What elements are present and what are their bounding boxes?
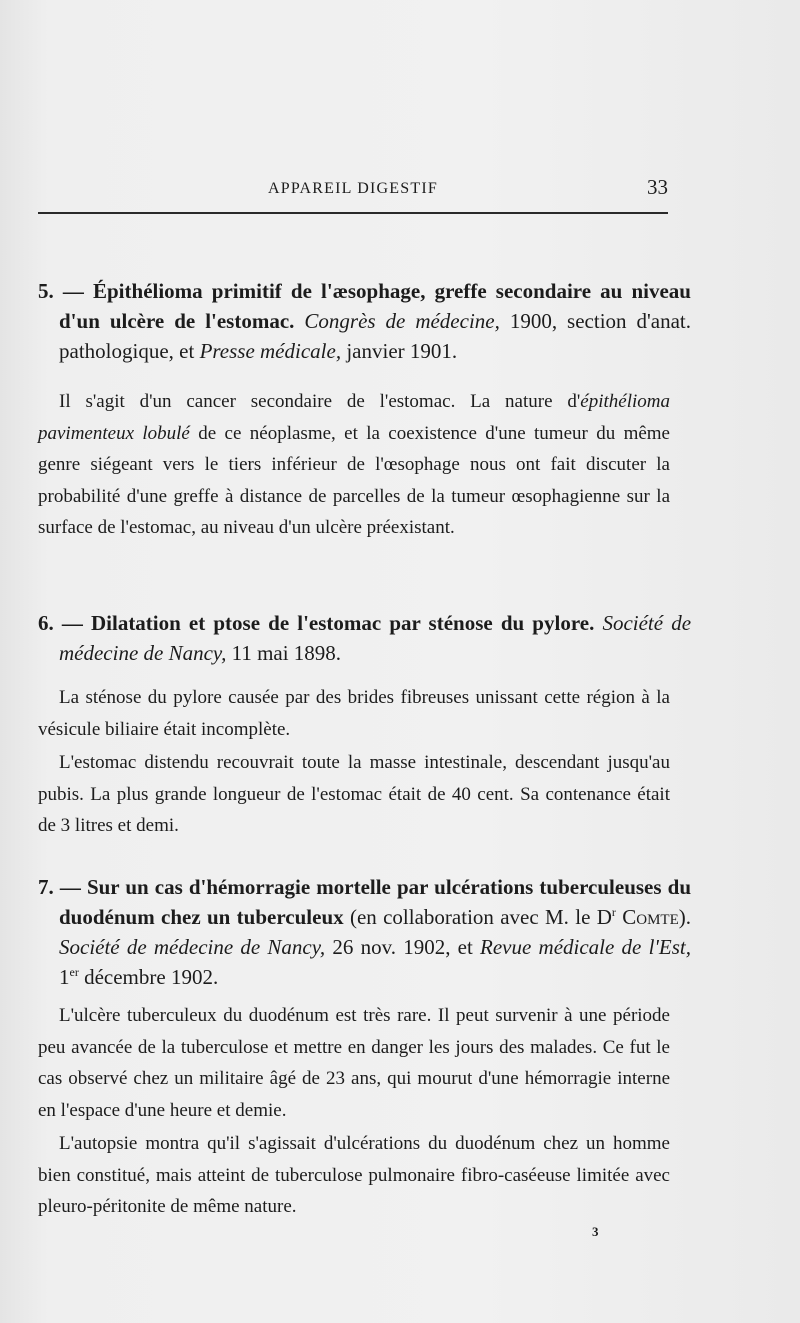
entry-7-journal-2: Revue médicale de l'Est,	[480, 935, 691, 959]
entry-5-journal-1: Congrès de médecine,	[304, 309, 500, 333]
entry-6-paragraph-1: La sténose du pylore causée par des brides fibreuses unissant cette région à la vésicule biliaire était incomplète.	[38, 687, 670, 740]
running-title: APPAREIL DIGESTIF	[268, 180, 438, 197]
entry-6-paragraph-2: L'estomac distendu recouvrait toute la masse intestinale, descendant jusqu'au pubis. La plus grande longueur de l'estomac était de 40 cent. Sa contenance était de 3 litres et demi.	[38, 752, 670, 836]
entry-5-ref-mid: 1900, section d'anat. pathologique, et	[59, 309, 692, 363]
entry-5-body	[38, 386, 670, 544]
entry-5-title: Épithélioma primitif de l'æsophage, greffe secondaire au niveau d'un ulcère de l'estomac.	[59, 279, 691, 333]
entry-5-journal-2: Presse médicale,	[199, 339, 342, 363]
entry-7-number: 7.	[38, 875, 54, 899]
entry-6-body	[38, 682, 670, 842]
entry-7-date-2: décembre 1902.	[84, 965, 219, 989]
entry-7-paragraph-2: L'autopsie montra qu'il s'agissait d'ulcérations du duodénum chez un homme bien constitué, mais atteint de tuberculose pulmonaire fibro-caséeuse limitée avec pleuro-péritonite de même nature.	[38, 1133, 670, 1217]
entry-5-ref-date: janvier 1901.	[346, 339, 458, 363]
entry-7-date-1: 26 nov. 1902, et	[332, 935, 473, 959]
entry-5-body-end: de ce néoplasme, et la coexistence d'une tumeur du même genre siégeant vers le tiers inférieur de l'œsophage nous ont fait discuter la probabilité d'une greffe à distance de parcelles de la tumeur œsophagienne sur la surface de l'estomac, au niveau d'un ulcère préexistant.	[38, 422, 670, 538]
entry-7-journal-1: Société de médecine de Nancy,	[59, 935, 326, 959]
signature-mark: 3	[592, 1224, 599, 1239]
entry-6-journal: Société de médecine de Nancy,	[59, 611, 692, 665]
page-header	[38, 172, 668, 214]
entry-7-body	[38, 1000, 670, 1223]
entry-5-body-em: épithélioma pavimenteux lobulé	[38, 391, 670, 444]
entry-5-body-start: Il s'agit d'un cancer secondaire de l'estomac. La nature d'	[59, 391, 581, 412]
entry-7-collab: (en collaboration avec M. le D	[349, 905, 612, 929]
entry-5-heading: 5. — Épithélioma primitif de l'æsophage, greffe secondaire au niveau d'un ulcère de l'estomac. Congrès de médecine, 1900, section d'anat. pathologique, et Presse médicale, janvier 1901.	[38, 279, 692, 363]
entry-7-author: Comte	[622, 905, 679, 929]
entry-7-heading: 7. — Sur un cas d'hémorragie mortelle par ulcérations tuberculeuses du duodénum chez un tuberculeux (en collaboration avec M. le $D^r$ Comte). Société de médecine de Nancy, 26 nov. 1902, et Revue médicale de l'Est, 1er décembre 1902.	[38, 875, 691, 989]
entry-6-number: 6.	[38, 611, 54, 635]
page-number: 33	[647, 175, 668, 199]
entry-6-ref-date: 11 mai 1898.	[231, 641, 342, 665]
entry-7-dr-sup: r	[611, 905, 616, 919]
entry-7-day: 1	[59, 965, 70, 989]
entry-7-day-sup: er	[69, 965, 79, 979]
entry-5-number: 5.	[38, 279, 54, 303]
entry-7-title: Sur un cas d'hémorragie mortelle par ulcérations tuberculeuses du duodénum chez un tuberculeux	[59, 875, 691, 929]
entry-7-paragraph-1: L'ulcère tuberculeux du duodénum est très rare. Il peut survenir à une période peu avancée de la tuberculose et mettre en danger les jours des malades. Ce fut le cas observé chez un militaire âgé de 23 ans, qui mourut d'une hémorragie interne en l'espace d'une heure et demie.	[38, 1005, 670, 1121]
entry-6-title: Dilatation et ptose de l'estomac par sténose du pylore.	[90, 611, 595, 635]
entry-6-heading: 6. — Dilatation et ptose de l'estomac par sténose du pylore. Société de médecine de Nancy, 11 mai 1898.	[38, 611, 692, 665]
